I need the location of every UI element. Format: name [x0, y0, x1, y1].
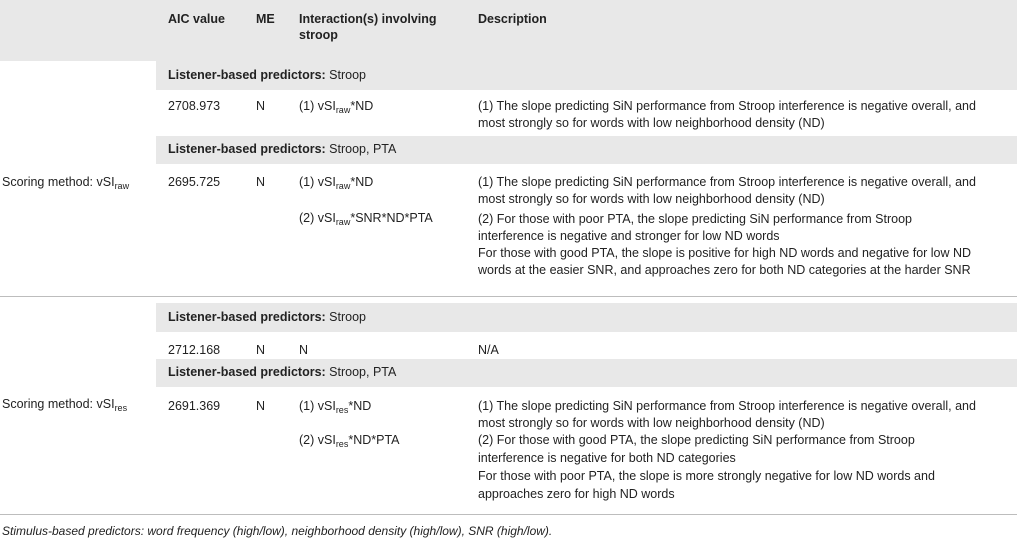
me-value: N	[256, 99, 266, 113]
aic-value: 2712.168	[168, 343, 221, 357]
description-line: interference is negative for both ND categories	[478, 451, 736, 465]
method-label: Scoring method: vSI$_{raw}$	[2, 175, 130, 191]
method-label: Scoring method: vSI$_{res}$	[2, 397, 128, 413]
description-line: (1) The slope predicting SiN performance from Stroop interference is negative overall, and	[478, 175, 976, 189]
header-me: ME	[256, 12, 275, 26]
group-title: Listener-based predictors: Stroop, PTA	[168, 365, 397, 379]
description-line: interference is negative and stronger for low ND words	[478, 229, 780, 243]
description-line: approaches zero for high ND words	[478, 487, 675, 501]
group-title: Listener-based predictors: Stroop	[168, 310, 367, 324]
interaction-term: (1) vSI$_{raw}$*ND	[299, 175, 374, 191]
interaction-term: (1) vSI$_{res}$*ND	[299, 399, 372, 415]
table-footnote: Stimulus-based predictors: word frequency (high/low), neighborhood density (high/low), SNR (high/low).	[2, 524, 553, 538]
description-line: (1) The slope predicting SiN performance from Stroop interference is negative overall, and	[478, 99, 976, 113]
aic-value: 2695.725	[168, 175, 221, 189]
me-value: N	[256, 343, 266, 357]
description-line: N/A	[478, 343, 499, 357]
description-line: most strongly so for words with low neighborhood density (ND)	[478, 116, 825, 130]
me-value: N	[256, 175, 266, 189]
description-line: (2) For those with poor PTA, the slope predicting SiN performance from Stroop	[478, 212, 912, 226]
table-bottom-rule	[0, 514, 1017, 515]
description-line: most strongly so for words with low neighborhood density (ND)	[478, 192, 825, 206]
description-line: words at the easier SNR, and approaches zero for both ND categories at the harder SNR	[478, 263, 971, 277]
section-divider	[0, 296, 1017, 297]
aic-value: 2708.973	[168, 99, 221, 113]
group-title: Listener-based predictors: Stroop, PTA	[168, 142, 397, 156]
interaction-term: (2) vSI$_{raw}$*SNR*ND*PTA	[299, 211, 433, 227]
description-line: For those with good PTA, the slope is positive for high ND words and negative for low ND	[478, 246, 972, 260]
group-title: Listener-based predictors: Stroop	[168, 68, 367, 82]
description-line: (2) For those with good PTA, the slope predicting SiN performance from Stroop	[478, 433, 915, 447]
header-aic: AIC value	[168, 12, 225, 26]
interaction-term: (2) vSI$_{res}$*ND*PTA	[299, 433, 400, 449]
table-header	[0, 0, 1017, 61]
description-line: For those with poor PTA, the slope is more strongly negative for low ND words and	[478, 469, 935, 483]
interaction-term: N	[299, 343, 309, 357]
header-interactions: Interaction(s) involving stroop	[299, 12, 437, 42]
description-line: most strongly so for words with low neighborhood density (ND)	[478, 416, 825, 430]
me-value: N	[256, 399, 266, 413]
description-line: (1) The slope predicting SiN performance from Stroop interference is negative overall, and	[478, 399, 976, 413]
header-description: Description	[478, 12, 547, 26]
interaction-term: (1) vSI$_{raw}$*ND	[299, 99, 374, 115]
aic-value: 2691.369	[168, 399, 221, 413]
